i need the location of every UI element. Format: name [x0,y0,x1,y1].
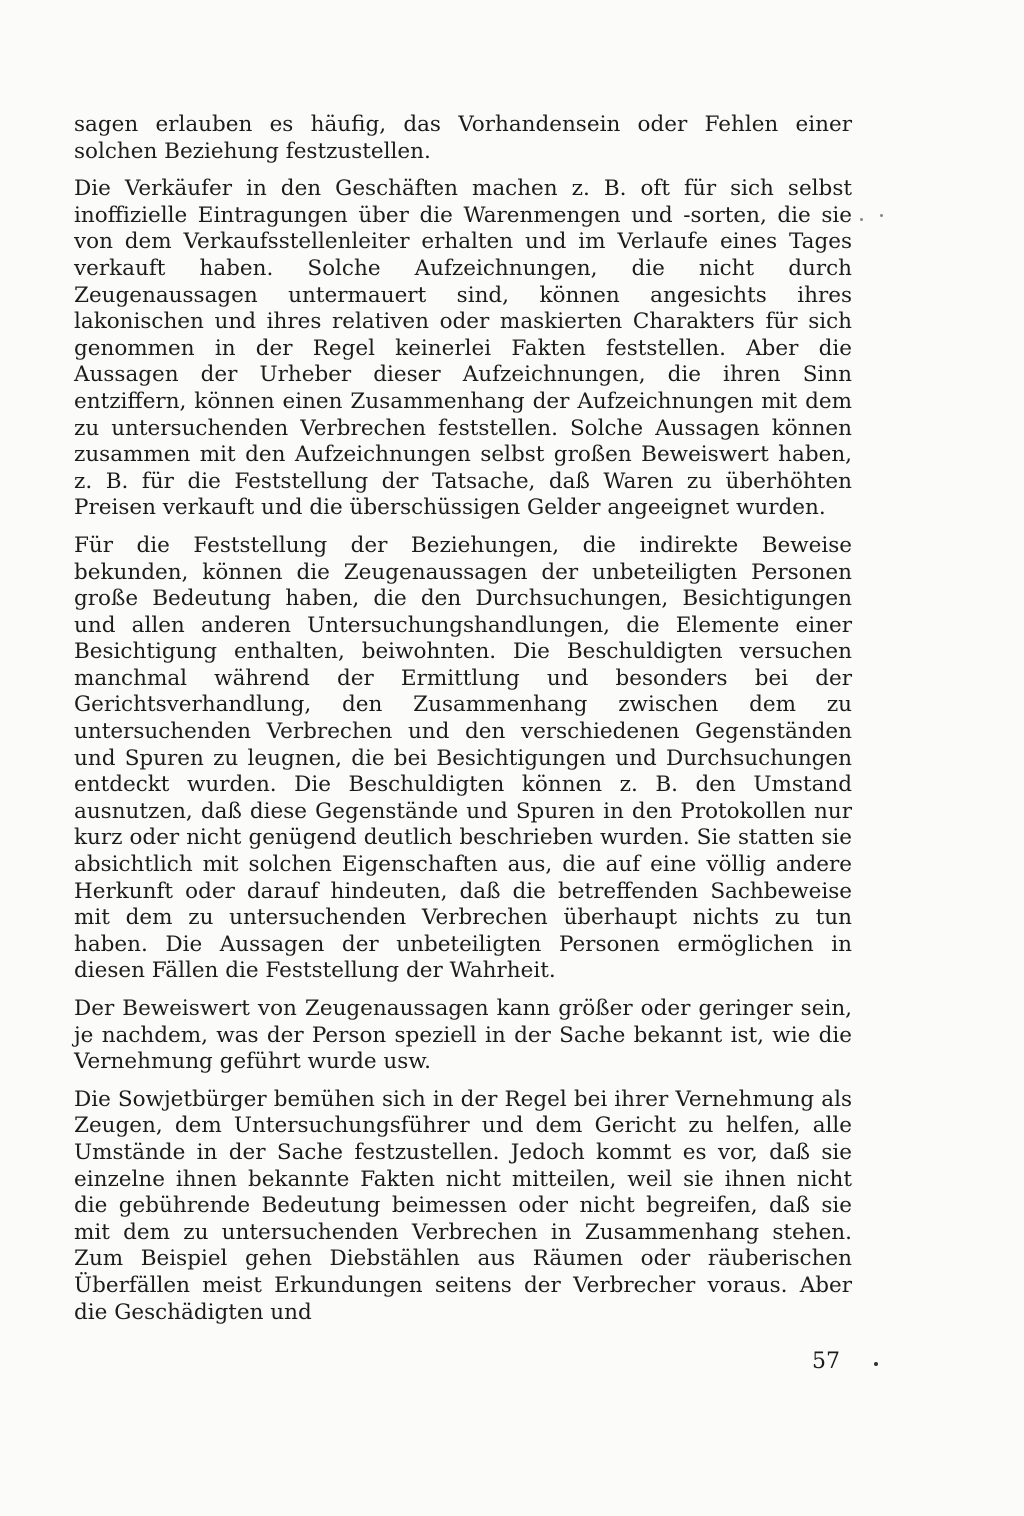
paragraph-4: Der Beweiswert von Zeugenaussagen kann größer oder geringer sein, je nachdem, was der Person speziell in der Sache bekannt ist, wie die Vernehmung geführt wurde usw. [74,996,852,1075]
paragraph-2: Die Verkäufer in den Geschäften machen z. B. oft für sich selbst inoffizielle Eintragungen über die Warenmengen und -sorten, die sie von dem Verkaufsstellenleiter erhalten und im Verlaufe eines Tages verkauft haben. Solche Aufzeichnungen, die nicht durch Zeugenaussagen untermauert sind, können angesichts ihres lakonischen und ihres relativen oder maskierten Charakters für sich genommen in der Regel keinerlei Fakten feststellen. Aber die Aussagen der Urheber dieser Aufzeichnungen, die ihren Sinn entziffern, können einen Zusammenhang der Aufzeichnungen mit dem zu untersuchenden Verbrechen feststellen. Solche Aussagen können zusammen mit den Aufzeichnungen selbst großen Beweiswert haben, z. B. für die Feststellung der Tatsache, daß Waren zu überhöhten Preisen verkauft und die überschüssigen Gelder angeeignet wurden. [74,176,852,521]
scan-speck [880,214,883,217]
scan-speck [860,218,863,221]
page-number-dot [874,1362,878,1366]
page-number: 57 [812,1349,840,1374]
paragraph-5: Die Sowjetbürger bemühen sich in der Regel bei ihrer Vernehmung als Zeugen, dem Untersuchungsführer und dem Gericht zu helfen, alle Umstände in der Sache festzustellen. Jedoch kommt es vor, daß sie einzelne ihnen bekannte Fakten nicht mitteilen, weil sie ihnen nicht die gebührende Bedeutung beimessen oder nicht begreifen, daß sie mit dem zu untersuchenden Verbrechen in Zusammenhang stehen. Zum Beispiel gehen Diebstählen aus Räumen oder räuberischen Überfällen meist Erkundungen seitens der Verbrecher voraus. Aber die Geschädigten und [74,1086,852,1325]
body-text [74,112,852,1337]
paragraph-1: sagen erlauben es häufig, das Vorhandensein oder Fehlen einer solchen Beziehung festzustellen. [74,112,852,164]
paragraph-3: Für die Feststellung der Beziehungen, die indirekte Beweise bekunden, können die Zeugenaussagen der unbeteiligten Personen große Bedeutung haben, die den Durchsuchungen, Besichtigungen und allen anderen Untersuchungshandlungen, die Elemente einer Besichtigung enthalten, beiwohnten. Die Beschuldigten versuchen manchmal während der Ermittlung und besonders bei der Gerichtsverhandlung, den Zusammenhang zwischen dem zu untersuchenden Verbrechen und den verschiedenen Gegenständen und Spuren zu leugnen, die bei Besichtigungen und Durchsuchungen entdeckt wurden. Die Beschuldigten können z. B. den Umstand ausnutzen, daß diese Gegenstände und Spuren in den Protokollen nur kurz oder nicht genügend deutlich beschrieben wurden. Sie statten sie absichtlich mit solchen Eigenschaften aus, die auf eine völlig andere Herkunft oder darauf hindeuten, daß die betreffenden Sachbeweise mit dem zu untersuchenden Verbrechen überhaupt nichts zu tun haben. Die Aussagen der unbeteiligten Personen ermöglichen in diesen Fällen die Feststellung der Wahrheit. [74,532,852,984]
